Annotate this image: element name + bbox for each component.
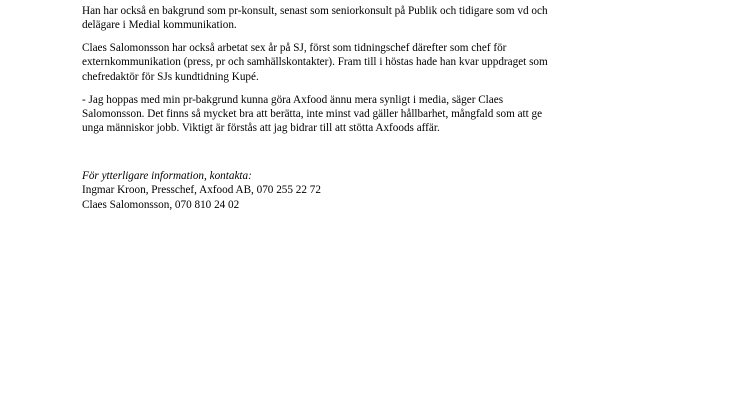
text-line: externkommunikation (press, pr och samhällskontakter). Fram till i höstas hade han kvar uppdraget som: [82, 56, 548, 69]
text-line: unga människor jobb. Viktigt är förstås att jag bidrar till att stötta Axfoods affär.: [82, 122, 440, 135]
text-line: - Jag hoppas med min pr-bakgrund kunna göra Axfood ännu mera synligt i media, säger Claes: [82, 93, 504, 106]
spacer: [82, 144, 682, 169]
contact-line: Claes Salomonsson, 070 810 24 02: [82, 198, 240, 211]
contact-line: Ingmar Kroon, Presschef, Axfood AB, 070 255 22 72: [82, 184, 321, 197]
text-line: Salomonsson. Det finns så mycket bra att berätta, inte minst vad gäller hållbarhet, mångfald som att ge: [82, 107, 543, 120]
contact-block: [82, 169, 682, 212]
text-line: Claes Salomonsson har också arbetat sex år på SJ, först som tidningschef därefter som chef för: [82, 42, 507, 55]
text-line: chefredaktör för SJs kundtidning Kupé.: [82, 70, 259, 83]
contact-heading: För ytterligare information, kontakta:: [82, 170, 252, 183]
paragraph-background: [82, 4, 682, 33]
paragraph-sj: [82, 41, 682, 84]
text-line: delägare i Medial kommunikation.: [82, 19, 237, 32]
text-line: Han har också en bakgrund som pr-konsult, senast som seniorkonsult på Publik och tidigare som vd och: [82, 5, 548, 17]
paragraph-quote: [82, 93, 682, 136]
document-page: [82, 4, 682, 212]
